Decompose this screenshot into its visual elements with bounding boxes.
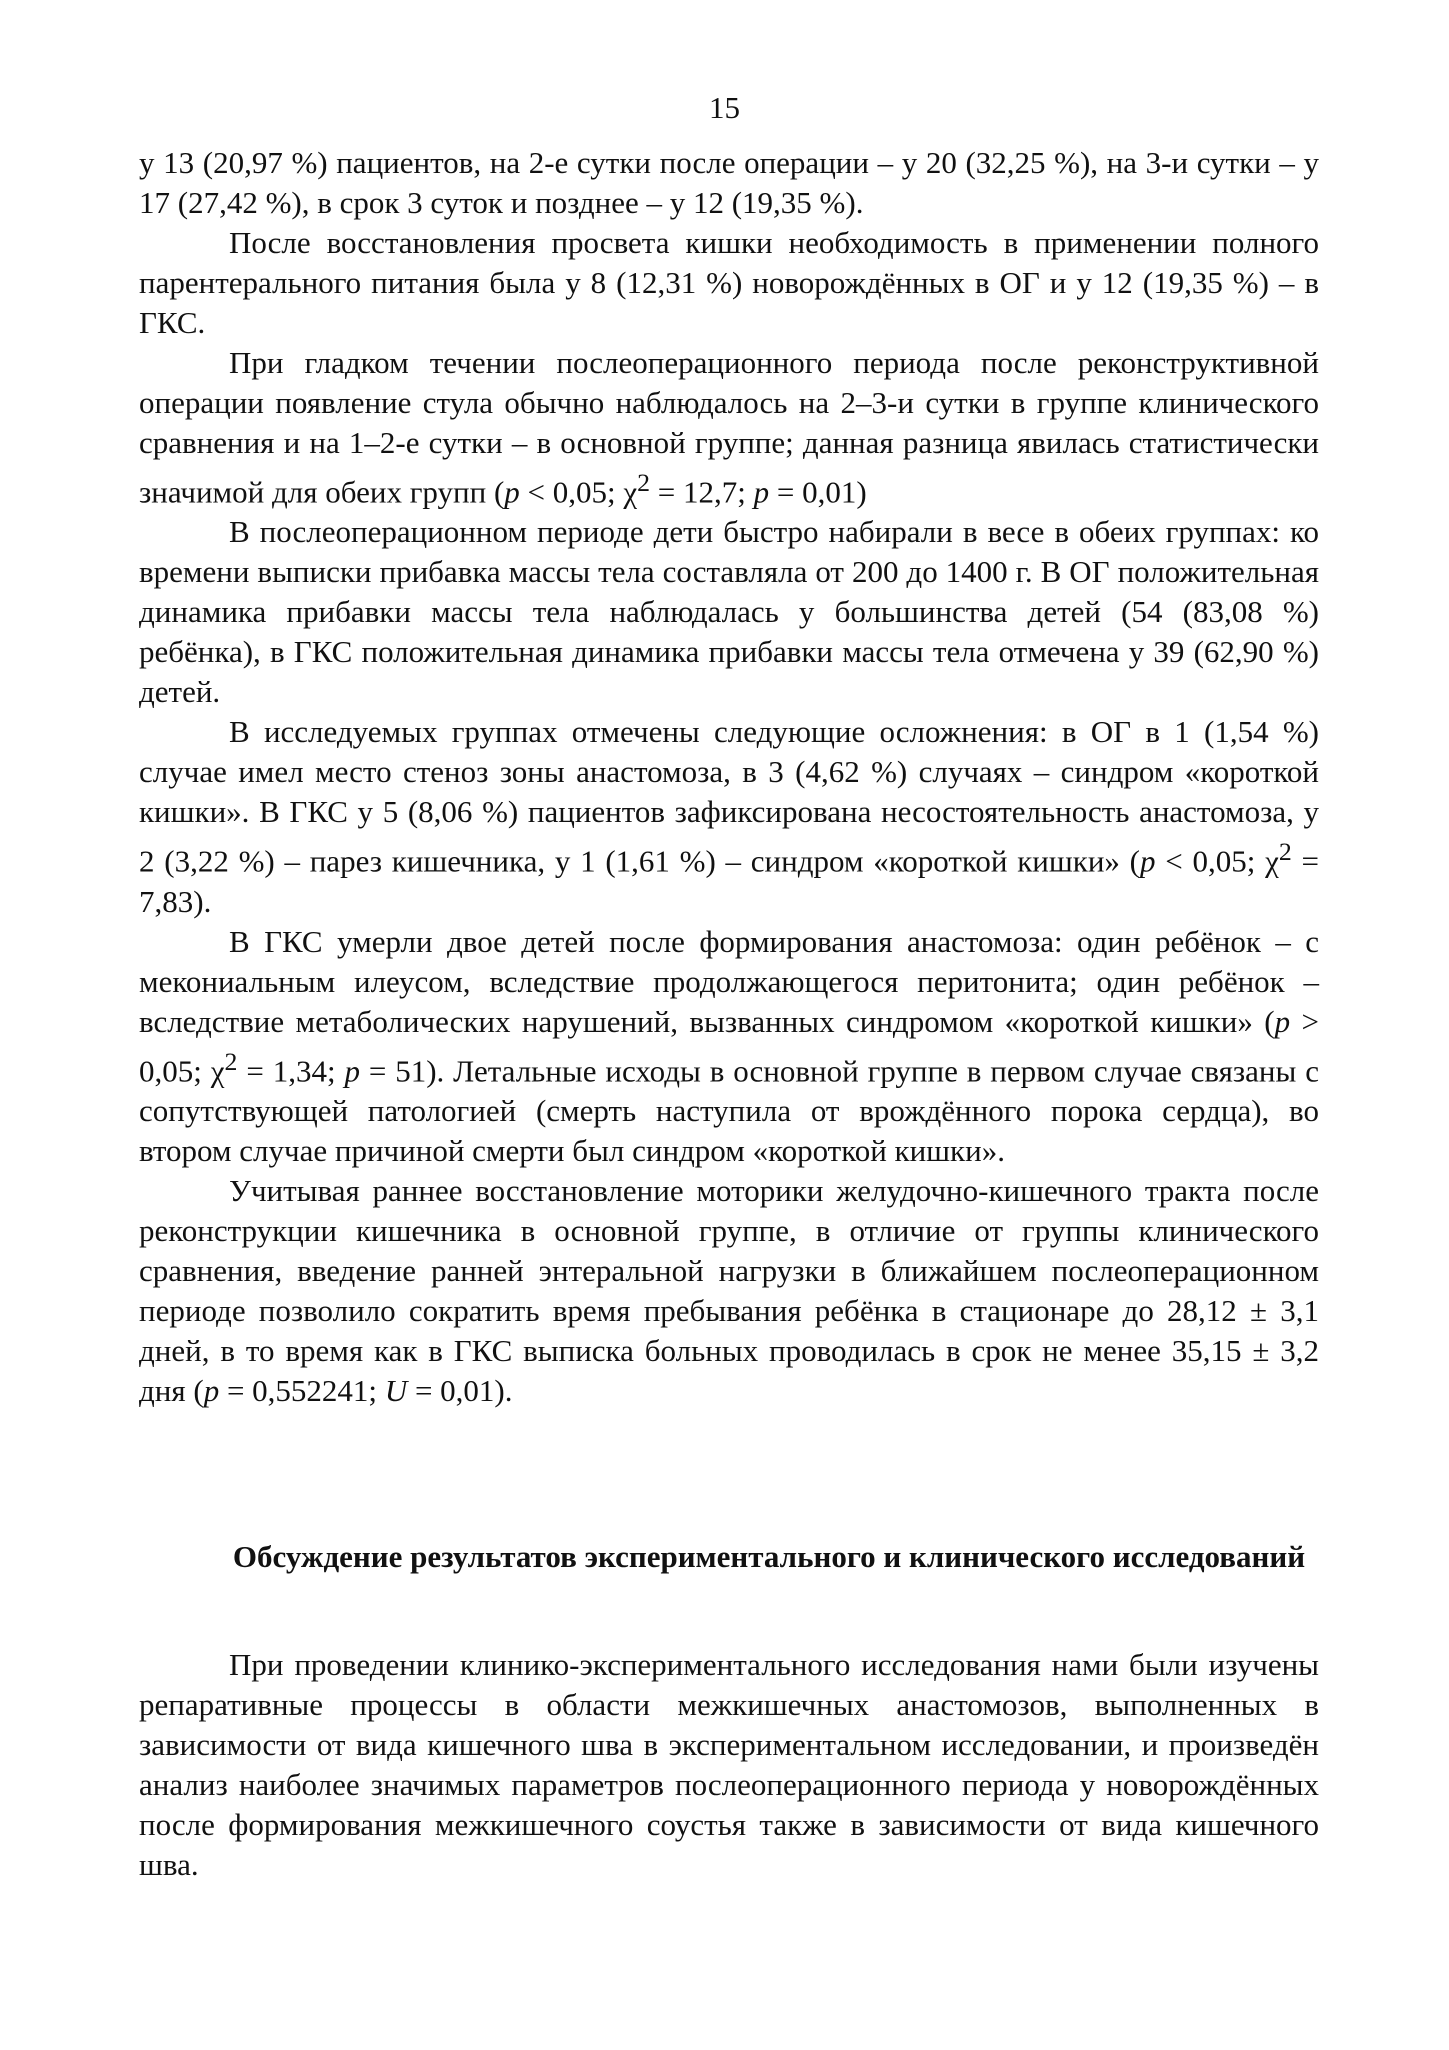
section-text — [139, 1645, 1319, 1885]
text-span: = 51). Летальные исходы в основной группе в первом случае связаны с сопутствующей патологией (смерть наступила от врождённого порока сердца), во втором случае причиной смерти был синдром «короткой кишки». — [139, 1052, 1319, 1168]
text-span: В ГКС умерли двое детей после формирования анастомоза: один ребёнок – с мекониальным илеусом, вследствие продолжающегося перитонита; один ребёнок – вследствие метаболических нарушений, вызванных синдромом «короткой кишки» ( — [139, 923, 1319, 1039]
paragraph-parenteral-nutrition: После восстановления просвета кишки необходимость в применении полного парентерального питания была у 8 (12,31 %) новорождённых в ОГ и у 12 (19,35 %) – в ГКС. — [139, 225, 1319, 340]
paragraph-hospital-stay — [139, 1171, 1319, 1411]
text-span: = 7,83). — [139, 843, 1319, 919]
text-span: В исследуемых группах отмечены следующие осложнения: в ОГ в 1 (1,54 %) случае имел место стеноз зоны анастомоза, в 3 (4,62 %) случаях – синдром «короткой кишки». В ГКС у 5 (8,06 %) пациентов зафиксирована несостоятельность анастомоза, у 2 (3,22 %) – парез кишечника, у 1 (1,61 %) – синдром «короткой кишки» ( — [139, 714, 1319, 879]
superscript: 2 — [637, 468, 651, 497]
superscript: 2 — [1278, 837, 1292, 867]
text-span: Учитывая раннее восстановление моторики желудочно-кишечного тракта после реконструкции кишечника в основной группе, в отличие от группы клинического сравнения, введение ранней энтеральной нагрузки в ближайшем послеоперационном периоде позволило сократить время пребывания ребёнка в стационаре до 28,12 ± 3,1 дней, в то время как в ГКС выписка больных проводилась в срок не менее 35,15 ± 3,2 дня ( — [139, 1172, 1319, 1408]
body-text — [139, 143, 1319, 1411]
paragraph-weight-gain: В послеоперационном периоде дети быстро набирали в весе в обеих группах: ко времени выписки прибавка массы тела составляла от 200 до 1400 г. В ОГ положительная динамика прибавки массы тела наблюдалась у большинства детей (54 (83,08 %) ребёнка), в ГКС положительная динамика прибавки массы тела отмечена у 39 (62,90 %) детей. — [139, 514, 1319, 710]
page-number: 15 — [709, 90, 740, 125]
p-symbol: p — [1274, 1003, 1291, 1039]
paragraph-mortality — [139, 922, 1319, 1171]
text-span: < 0,05; χ — [519, 474, 638, 510]
p-symbol: p — [504, 474, 520, 510]
paragraph-continuation: у 13 (20,97 %) пациентов, на 2-е сутки после операции – у 20 (32,25 %), на 3-и сутки – у 17 (27,42 %), в срок 3 суток и позднее – у 12 (19,35 %). — [139, 145, 1319, 220]
p-symbol: p — [203, 1372, 220, 1408]
text-span: = 0,01) — [769, 474, 867, 510]
paragraph-complications — [139, 712, 1319, 921]
text-span: > 0,05; χ — [139, 1003, 1319, 1088]
paragraph-discussion: При проведении клинико-экспериментального исследования нами были изучены репаративные процессы в области межкишечных анастомозов, выполненных в зависимости от вида кишечного шва в экспериментальном исследовании, и произведён анализ наиболее значимых параметров послеоперационного периода у новорождённых после формирования межкишечного соустья также в зависимости от вида кишечного шва. — [139, 1647, 1319, 1882]
text-span: = 1,34; — [237, 1052, 345, 1088]
text-span: = 12,7; — [650, 474, 754, 510]
text-span: При гладком течении послеоперационного периода после реконструктивной операции появление стула обычно наблюдалось на 2–3-и сутки в группе клинического сравнения и на 1–2-е сутки – в основной группе; данная разница явилась статистически значимой для обеих групп ( — [139, 345, 1319, 510]
p-symbol: p — [753, 474, 770, 510]
u-symbol: U — [384, 1372, 408, 1408]
section-heading: Обсуждение результатов экспериментального и клинического исследований — [232, 1539, 1306, 1574]
p-symbol: p — [344, 1052, 360, 1088]
superscript: 2 — [224, 1046, 238, 1076]
text-span: < 0,05; χ — [1155, 843, 1279, 879]
p-symbol: p — [1139, 843, 1156, 879]
text-span: = 0,01). — [407, 1372, 513, 1408]
text-span: = 0,552241; — [219, 1372, 385, 1408]
paragraph-stool-onset — [139, 343, 1319, 512]
